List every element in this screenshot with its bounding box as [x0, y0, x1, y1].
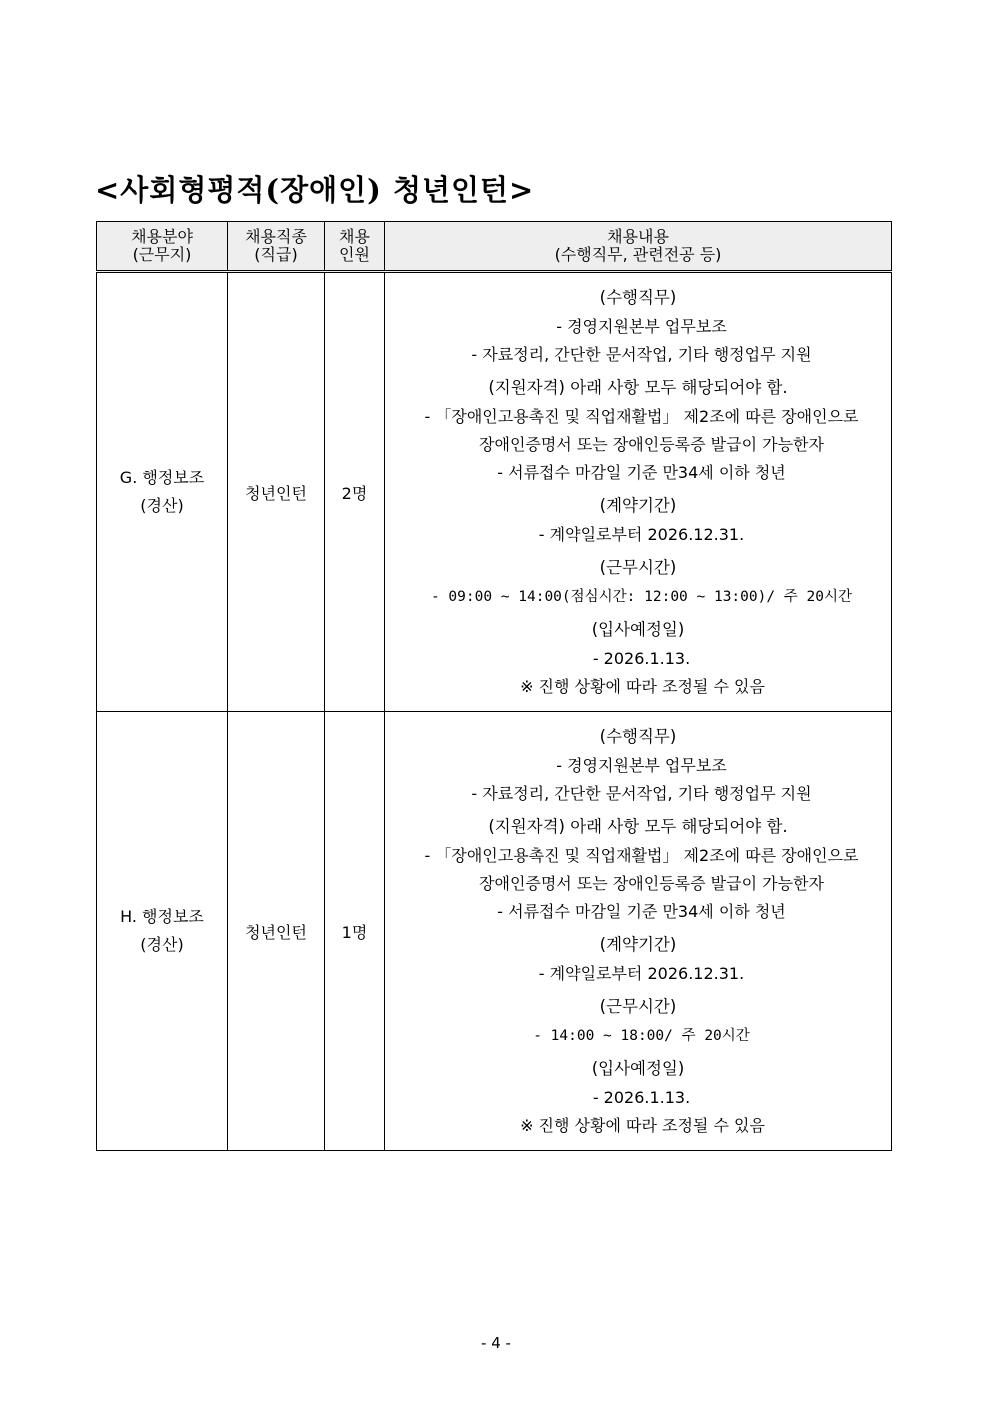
header-rank	[228, 222, 325, 272]
qualification-item: - 「장애인고용촉진 및 직업재활법」 제2조에 따른 장애인으로	[424, 846, 859, 865]
hours-item: - 09:00 ~ 14:00(점심시간: 12:00 ~ 13:00)/ 주 20시간	[430, 589, 853, 605]
header-detail-line1: 채용내용	[607, 227, 669, 246]
start-date-heading: (입사예정일)	[591, 620, 685, 639]
header-rank-line1: 채용직종	[245, 227, 307, 246]
recruitment-table	[96, 221, 892, 1151]
duty-item: - 자료정리, 간단한 문서작업, 기타 행정업무 지원	[471, 784, 812, 803]
count-cell: 1명	[325, 712, 385, 1151]
start-date-note: ※ 진행 상황에 따라 조정될 수 있음	[520, 677, 765, 696]
start-date-item: - 2026.1.13.	[592, 649, 691, 668]
field-name: H. 행정보조	[120, 907, 204, 926]
duty-item: - 자료정리, 간단한 문서작업, 기타 행정업무 지원	[471, 345, 812, 364]
contract-item: - 계약일로부터 2026.12.31.	[538, 964, 745, 983]
header-field	[97, 222, 228, 272]
count-cell: 2명	[325, 272, 385, 712]
rank-cell: 청년인턴	[228, 272, 325, 712]
page-title: <사회형평적(장애인) 청년인턴>	[95, 173, 535, 207]
table-row	[97, 712, 892, 1151]
detail-cell	[385, 272, 892, 712]
qualification-item: - 「장애인고용촉진 및 직업재활법」 제2조에 따른 장애인으로	[424, 407, 859, 426]
start-date-heading: (입사예정일)	[591, 1059, 685, 1078]
table-header-row	[97, 222, 892, 272]
contract-heading: (계약기간)	[599, 496, 677, 515]
work-location: (경산)	[140, 935, 184, 954]
field-name: G. 행정보조	[119, 468, 205, 487]
header-field-line1: 채용분야	[131, 227, 193, 246]
field-cell	[97, 712, 228, 1151]
qualification-item: - 서류접수 마감일 기준 만34세 이하 청년	[497, 902, 786, 921]
header-rank-line2: (직급)	[254, 245, 298, 264]
header-detail	[385, 222, 892, 272]
contract-heading: (계약기간)	[599, 935, 677, 954]
qualification-heading: (지원자격) 아래 사항 모두 해당되어야 함.	[488, 817, 788, 836]
qualification-item-continued: 장애인증명서 또는 장애인등록증 발급이 가능한자	[479, 435, 824, 454]
hours-item: - 14:00 ~ 18:00/ 주 20시간	[533, 1028, 750, 1044]
qualification-item: - 서류접수 마감일 기준 만34세 이하 청년	[497, 463, 786, 482]
duty-item: - 경영지원본부 업무보조	[556, 756, 727, 775]
qualification-heading: (지원자격) 아래 사항 모두 해당되어야 함.	[488, 378, 788, 397]
table-row	[97, 272, 892, 712]
duty-heading: (수행직무)	[599, 727, 677, 746]
start-date-item: - 2026.1.13.	[592, 1088, 691, 1107]
header-count-line2: 인원	[339, 245, 370, 264]
detail-cell	[385, 712, 892, 1151]
work-location: (경산)	[140, 496, 184, 515]
header-count	[325, 222, 385, 272]
page-number: - 4 -	[481, 1334, 511, 1352]
start-date-note: ※ 진행 상황에 따라 조정될 수 있음	[520, 1116, 765, 1135]
contract-item: - 계약일로부터 2026.12.31.	[538, 525, 745, 544]
duty-heading: (수행직무)	[599, 288, 677, 307]
field-cell	[97, 272, 228, 712]
header-count-line1: 채용	[339, 227, 370, 246]
duty-item: - 경영지원본부 업무보조	[556, 317, 727, 336]
hours-heading: (근무시간)	[599, 997, 677, 1016]
rank-cell: 청년인턴	[228, 712, 325, 1151]
hours-heading: (근무시간)	[599, 558, 677, 577]
header-field-line2: (근무지)	[132, 245, 192, 264]
header-detail-line2: (수행직무, 관련전공 등)	[554, 245, 722, 264]
qualification-item-continued: 장애인증명서 또는 장애인등록증 발급이 가능한자	[479, 874, 824, 893]
